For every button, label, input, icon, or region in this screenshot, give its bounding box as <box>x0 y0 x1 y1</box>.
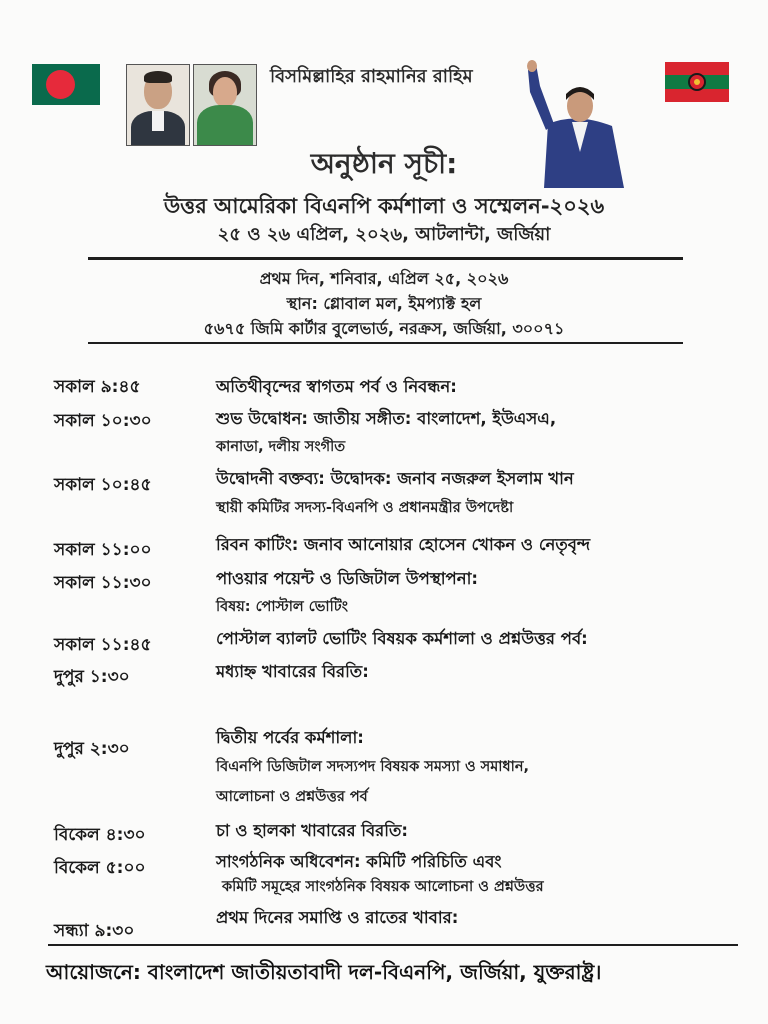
event-dates: ২৫ ও ২৬ এপ্রিল, ২০২৬, আটলান্টা, জর্জিয়া <box>217 224 551 245</box>
schedule-event: উদ্বোদনী বক্তব্য: উদ্বোদক: জনাব নজরুল ইসলাম খান <box>216 469 574 488</box>
schedule-event-detail: বিষয়: পোস্টাল ভোটিং <box>216 599 348 615</box>
schedule-event: পাওয়ার পয়েন্ট ও ডিজিটাল উপস্থাপনা: <box>216 569 478 588</box>
schedule-time: দুপুর ২:৩০ <box>54 739 130 759</box>
schedule-event: দ্বিতীয় পর্বের কর্মশালা: <box>216 728 364 747</box>
schedule-event-detail: স্থায়ী কমিটির সদস্য-বিএনপি ও প্রধানমন্ত্রীর উপদেষ্টা <box>216 500 514 516</box>
schedule-event: মধ্যাহ্ন খাবারের বিরতি: <box>216 662 369 681</box>
schedule-time: সকাল ৯:৪৫ <box>54 377 141 397</box>
portrait-woman <box>193 64 257 146</box>
party-flag-icon <box>665 62 729 102</box>
schedule-time: বিকেল ৪:৩০ <box>54 825 146 845</box>
venue-day: প্রথম দিন, শনিবার, এপ্রিল ২৫, ২০২৬ <box>259 269 509 288</box>
schedule-time: সকাল ১১:০০ <box>54 540 152 560</box>
page-title: অনুষ্ঠান সূচী: <box>310 147 458 180</box>
schedule-event: সাংগঠনিক অধিবেশন: কমিটি পরিচিতি এবং <box>216 852 502 871</box>
schedule-time: দুপুর ১:৩০ <box>54 667 130 687</box>
schedule-event: পোস্টাল ব্যালট ভোটিং বিষয়ক কর্মশালা ও প্রশ্নউত্তর পর্ব: <box>216 629 588 648</box>
schedule-time: সকাল ১১:৩০ <box>54 573 152 593</box>
divider-top <box>88 257 683 260</box>
organizer-footer: আয়োজনে: বাংলাদেশ জাতীয়তাবাদী দল-বিএনপি, জর্জিয়া, যুক্তরাষ্ট্র। <box>46 960 602 984</box>
schedule-time: বিকেল ৫:০০ <box>54 858 146 878</box>
schedule-event-detail: কানাডা, দলীয় সংগীত <box>216 439 346 455</box>
portrait-man <box>126 64 190 146</box>
schedule-time: সকাল ১০:৪৫ <box>54 475 152 495</box>
venue-address: ৫৬৭৫ জিমি কার্টার বুলেভার্ড, নরক্রস, জর্জিয়া, ৩০০৭১ <box>203 319 565 338</box>
schedule-event: রিবন কাটিং: জনাব আনোয়ার হোসেন খোকন ও নেতৃবৃন্দ <box>216 535 591 554</box>
bismillah-text: বিসমিল্লাহির রাহমানির রাহিম <box>270 66 473 87</box>
schedule-event: অতিথীবৃন্দের স্বাগতম পর্ব ও নিবন্ধন: <box>216 377 457 396</box>
schedule-event: চা ও হালকা খাবারের বিরতি: <box>216 821 408 840</box>
schedule-event-detail: বিএনপি ডিজিটাল সদস্যপদ বিষয়ক সমস্যা ও সমাধান, <box>216 759 529 775</box>
divider-footer <box>48 944 738 946</box>
schedule-event: প্রথম দিনের সমাপ্তি ও রাতের খাবার: <box>216 908 459 927</box>
schedule-event: শুভ উদ্বোধন: জাতীয় সঙ্গীত: বাংলাদেশ, ইউএসএ, <box>216 409 557 428</box>
event-subtitle: উত্তর আমেরিকা বিএনপি কর্মশালা ও সম্মেলন-২০২৬ <box>163 194 605 218</box>
bangladesh-flag-icon <box>32 64 100 105</box>
schedule-time: সকাল ১১:৪৫ <box>54 635 152 655</box>
schedule-time: সন্ধ্যা ৯:৩০ <box>54 921 135 941</box>
schedule-event-detail: কমিটি সমূহের সাংগঠনিক বিষয়ক আলোচনা ও প্রশ্নউত্তর <box>222 879 544 895</box>
divider-venue <box>88 342 683 344</box>
schedule-event-detail: আলোচনা ও প্রশ্নউত্তর পর্ব <box>216 789 368 805</box>
venue-place: স্থান: গ্লোবাল মল, ইমপ্যাক্ট হল <box>286 294 482 313</box>
schedule-time: সকাল ১০:৩০ <box>54 411 152 431</box>
